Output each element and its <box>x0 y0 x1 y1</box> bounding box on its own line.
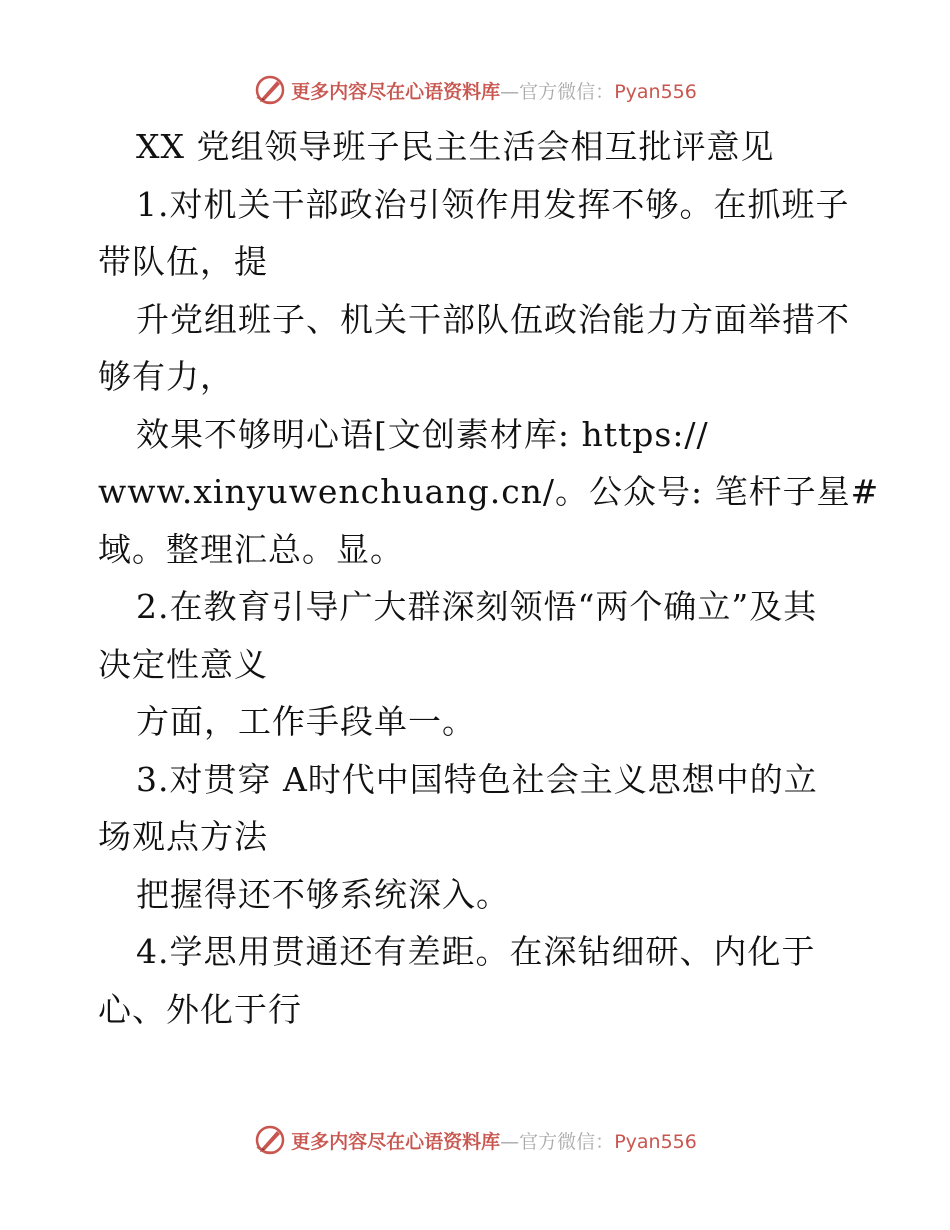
header-banner-site: 更多内容尽在心语资料库 <box>291 80 501 103</box>
text-line: 升党组班子、机关干部队伍政治能力方面举措不 <box>136 299 850 339</box>
text-line: 1.对机关干部政治引领作用发挥不够。在抓班子 <box>136 184 850 224</box>
footer-banner-dash: — <box>500 1130 520 1153</box>
text-line: 把握得还不够系统深入。 <box>136 874 510 914</box>
header-banner-text <box>291 77 697 104</box>
text-line: 够有力， <box>98 357 234 396</box>
text-line: 带队伍，提 <box>98 242 268 281</box>
pen-circle-logo-icon <box>253 73 287 107</box>
footer-banner-account: Pyan556 <box>614 1130 697 1153</box>
text-line: 4.学思用贯通还有差距。在深钻细研、内化于 <box>136 932 816 971</box>
footer-banner <box>0 1120 950 1160</box>
footer-banner-wechat-label: 官方微信： <box>519 1130 615 1153</box>
document-body <box>98 118 880 1038</box>
header-banner-account: Pyan556 <box>614 80 697 103</box>
header-banner <box>0 70 950 110</box>
footer-banner-content <box>253 1123 697 1157</box>
header-banner-content <box>253 73 697 107</box>
text-line: 决定性意义 <box>98 644 268 684</box>
text-line: 域。整理汇总。显。 <box>98 529 404 569</box>
text-line: 方面，工作手段单一。 <box>136 702 476 741</box>
text-line: www.xinyuwenchuang.cn/。公众号: 笔杆子星# <box>98 472 880 511</box>
footer-banner-text <box>291 1127 697 1154</box>
text-line: 2.在教育引导广大群深刻领悟“两个确立”及其 <box>136 587 818 626</box>
document-title: XX 党组领导班子民主生活会相互批评意见 <box>136 127 775 166</box>
pen-circle-logo-icon <box>253 1123 287 1157</box>
text-line: 场观点方法 <box>98 817 268 856</box>
text-line: 效果不够明心语[文创素材库: https:// <box>136 414 709 454</box>
text-line: 3.对贯穿 A时代中国特色社会主义思想中的立 <box>136 759 818 799</box>
text-line: 心、外化于行 <box>98 989 302 1029</box>
footer-banner-site: 更多内容尽在心语资料库 <box>291 1130 501 1153</box>
header-banner-dash: — <box>500 80 520 103</box>
header-banner-wechat-label: 官方微信： <box>519 80 615 103</box>
